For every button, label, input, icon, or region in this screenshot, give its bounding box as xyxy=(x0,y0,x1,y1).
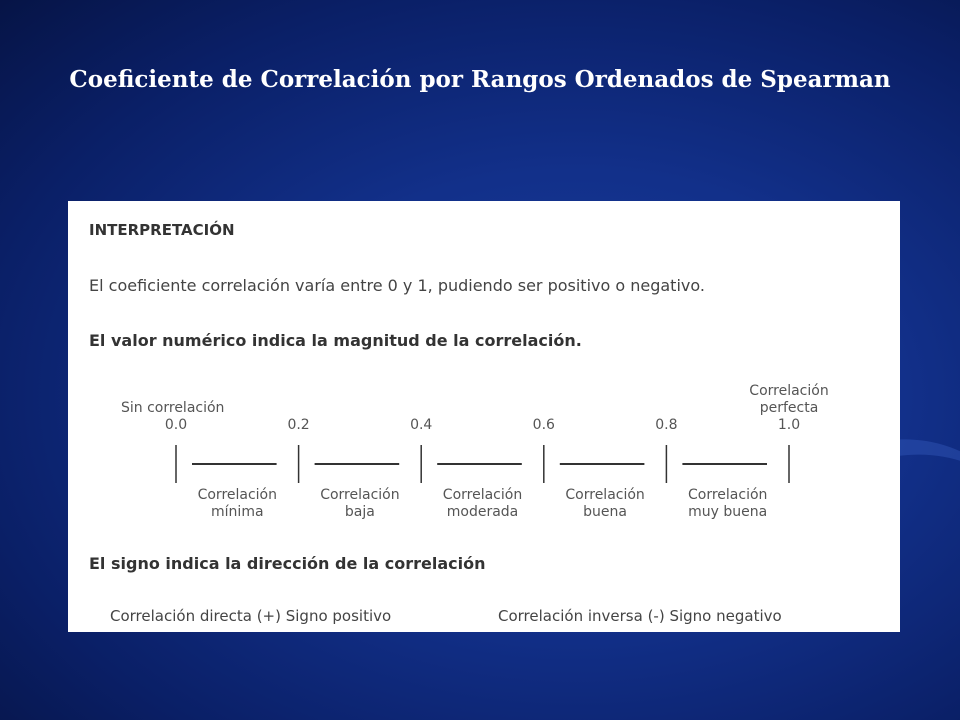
slide-title: Coeficiente de Correlación por Rangos Ordenados de Spearman xyxy=(69,66,891,93)
scale-tick-label: 0.0 xyxy=(164,417,188,433)
segment-label: Correlación xyxy=(565,487,645,503)
segment-label: Correlación xyxy=(442,487,523,503)
correlation-scale xyxy=(68,201,900,541)
scale-tick-label: 0.4 xyxy=(410,417,433,433)
interpretation-panel xyxy=(68,201,900,632)
scale-tick-label: 0.8 xyxy=(655,417,678,433)
scale-caption: perfecta xyxy=(759,400,819,416)
segment-label: mínima xyxy=(211,504,264,520)
segment-label: baja xyxy=(344,504,375,520)
intro-text: El coeficiente correlación varía entre 0 y 1, pudiendo ser positivo o negativo. xyxy=(89,276,705,295)
segment-label: Correlación xyxy=(687,487,768,503)
scale-caption: Correlación xyxy=(749,383,829,399)
direct-correlation-text: Correlación directa (+) Signo positivo xyxy=(110,607,392,625)
segment-label: Correlación xyxy=(197,487,278,503)
segment-label: muy buena xyxy=(688,504,768,520)
scale-caption: Sin correlación xyxy=(121,400,225,416)
magnitude-heading: El valor numérico indica la magnitud de la correlación. xyxy=(89,331,582,350)
scale-tick-label: 0.6 xyxy=(532,417,555,433)
interpretation-heading: INTERPRETACIÓN xyxy=(89,221,235,239)
segment-label: Correlación xyxy=(320,487,400,503)
segment-label: moderada xyxy=(446,504,519,520)
scale-tick-label: 1.0 xyxy=(777,417,801,433)
sign-heading: El signo indica la dirección de la correlación xyxy=(89,554,486,573)
inverse-correlation-text: Correlación inversa (-) Signo negativo xyxy=(498,607,782,625)
scale-tick-label: 0.2 xyxy=(287,417,310,433)
segment-label: buena xyxy=(583,504,628,520)
